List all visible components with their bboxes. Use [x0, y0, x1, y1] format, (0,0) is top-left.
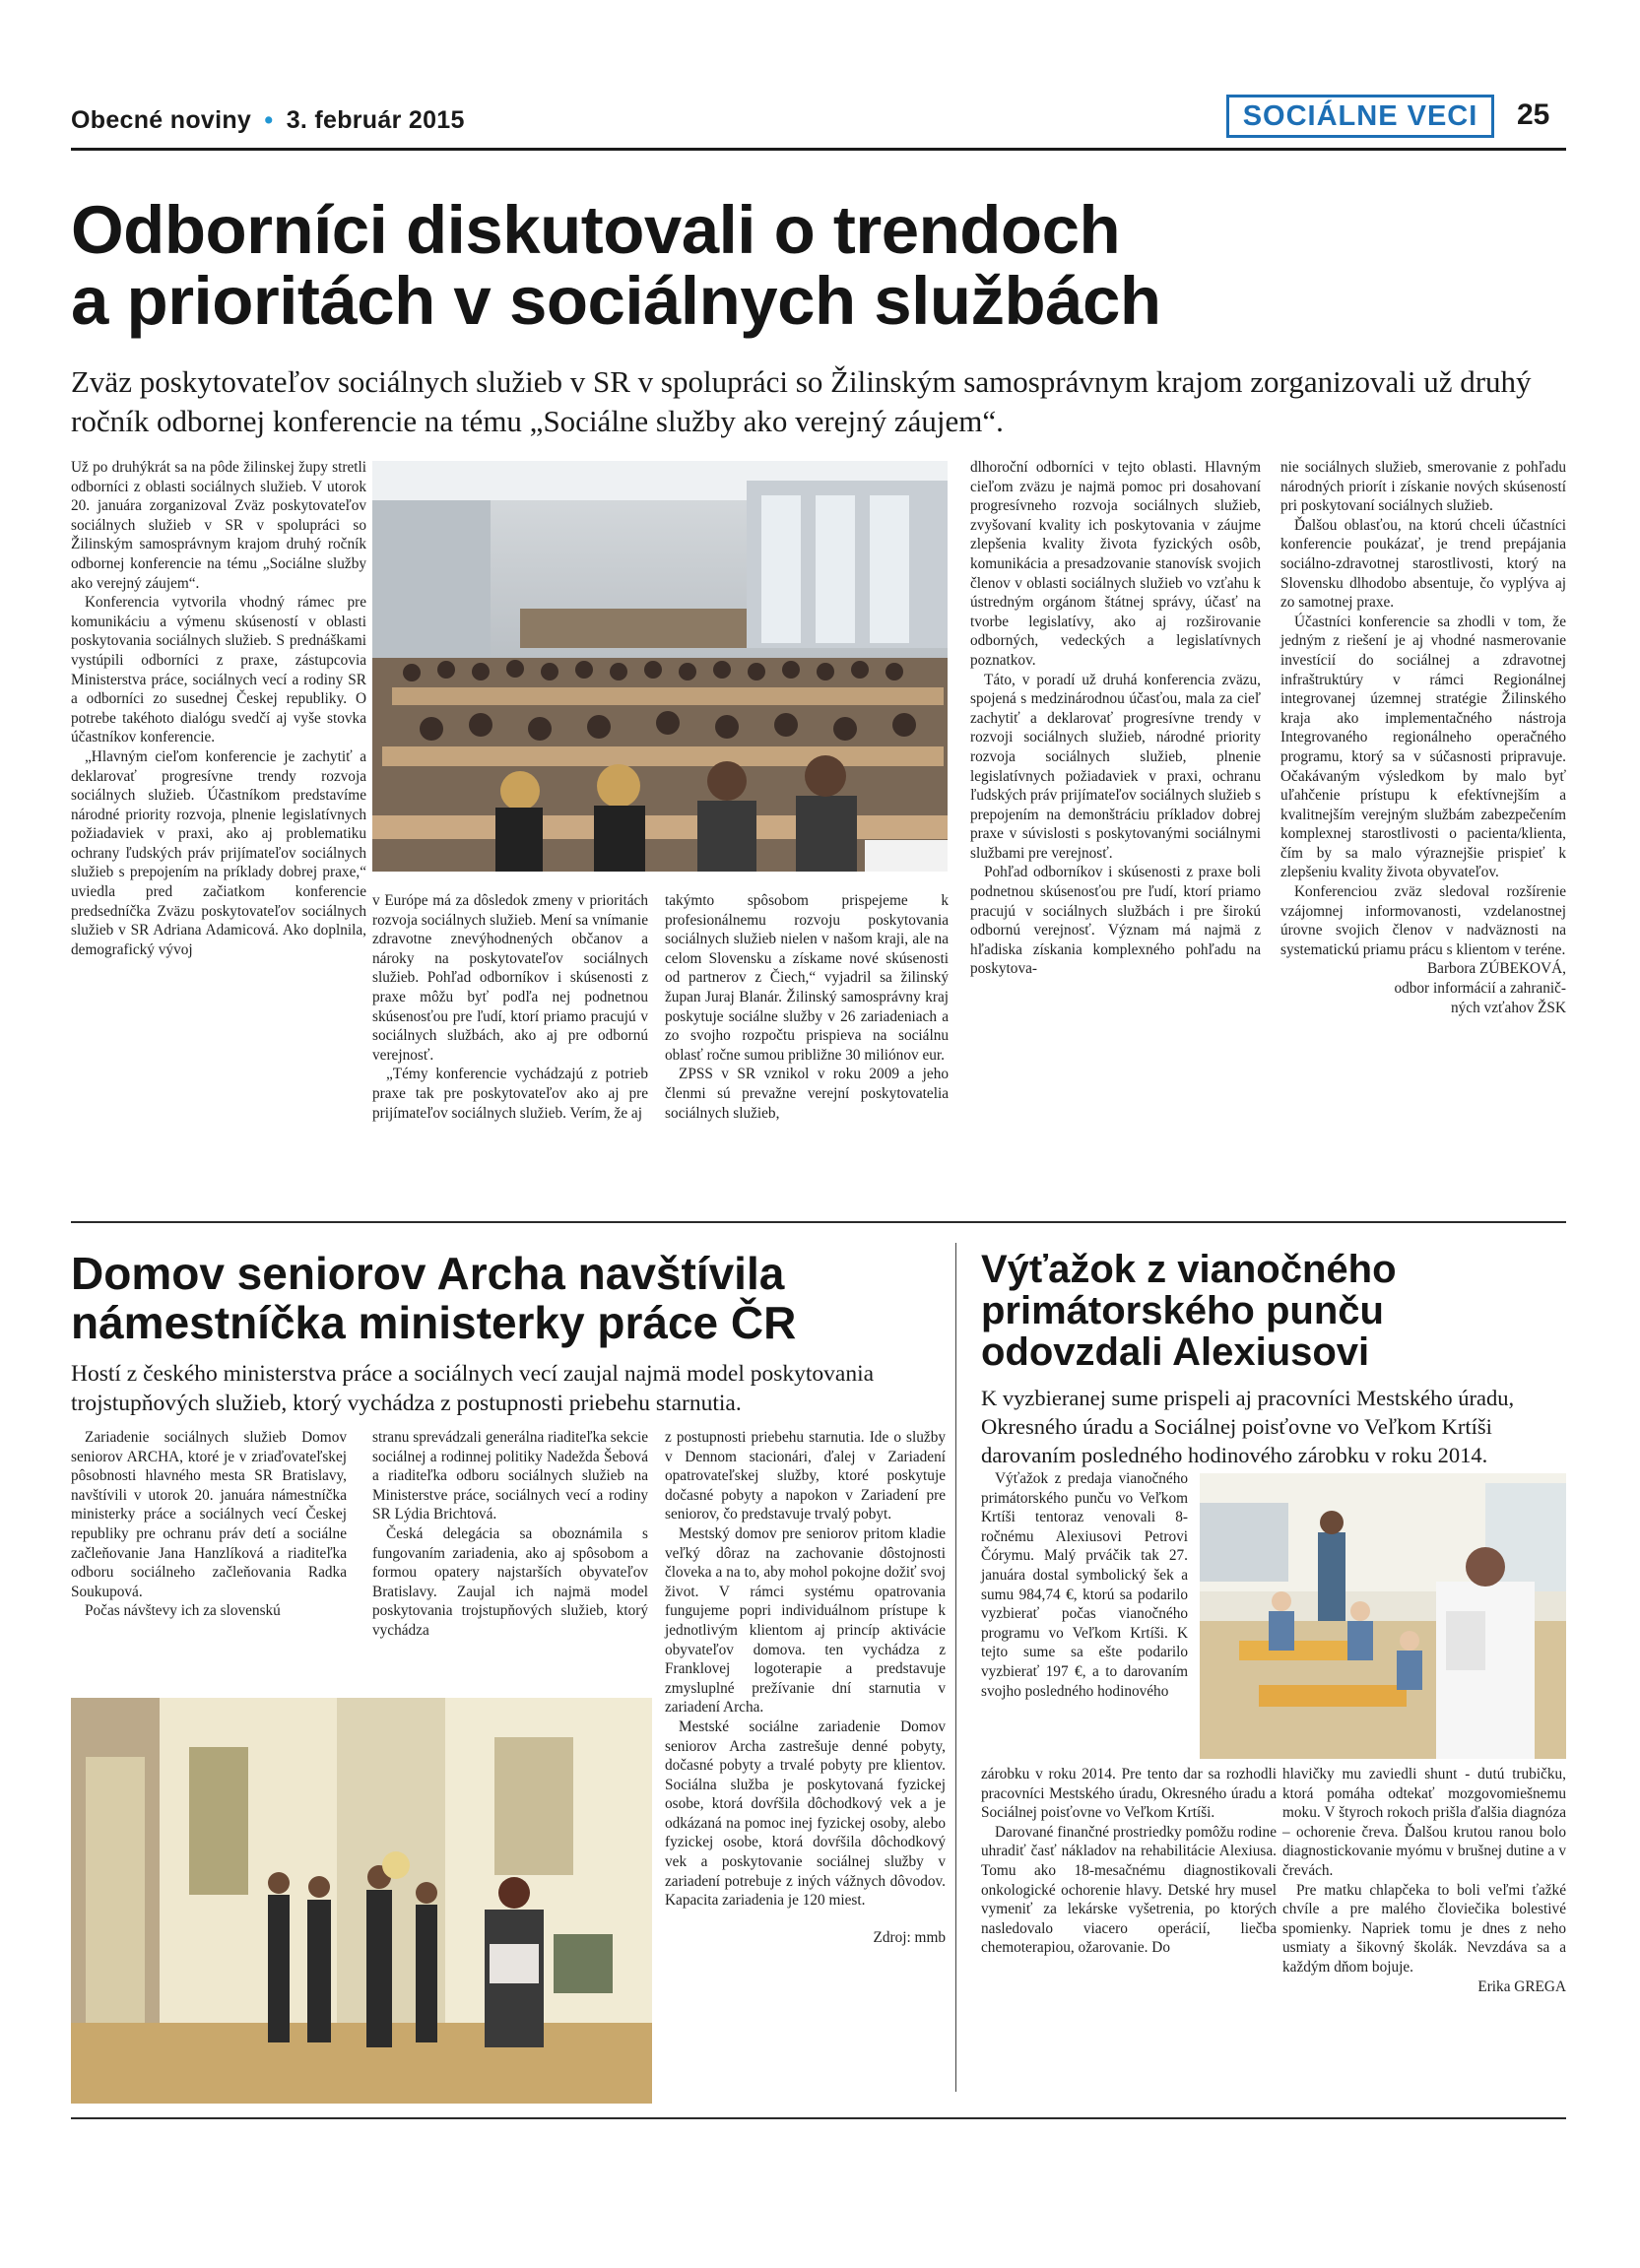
paragraph: Konferencia vytvorila vhodný rámec pre komunikáciu a výmenu skúseností v oblasti poskytovania sociálnych služieb. S prednáškami vystúpili odborníci z praxe, zástupcovia Ministerstva práce, sociálnych vecí a rodiny SR a odborníci zo susednej Českej republiky. O potrebe takéhoto dialógu svedčí aj vyše stovka účastníkov konferencie.	[71, 594, 366, 746]
header-rule	[71, 148, 1566, 151]
conference-hall-photo	[372, 461, 948, 872]
article3-headline-line2: primátorského punču	[981, 1289, 1384, 1332]
issue-date: 3. február 2015	[286, 106, 465, 134]
paragraph: z postupnosti priebehu starnutia. Ide o služby v Dennom stacionári, ďalej v Zariadení opatrovateľskej služby, ktoré poskytuje dočasné pobyty a napokon v Zariadení pre seniorov, čo predstavuje trvalý pobyt.	[665, 1429, 946, 1523]
article1-headline-line2: a prioritách v sociálnych službách	[71, 263, 1161, 339]
paragraph: Pre matku chlapčeka to boli veľmi ťažké chvíle a pre malého človiečika bolestivé spomienky. Napriek tomu je dnes z neho usmiaty a šikovný školák. Nevzdáva sa a každým dňom bojuje.	[1282, 1881, 1566, 1976]
paragraph: dlhoroční odborníci v tejto oblasti. Hlavným cieľom zväzu je najmä pomoc pri dosahovaní progresívneho rozvoja sociálnych služieb, zvyšovaní kvality ich poskytovania v záujme zlepšenia kvality života fyzických osôb, komunikácia a presadzovanie stanovísk svojich členov v oblasti sociálnych služieb vo vzťahu k ústredným orgánom štátnej správy, účasť na tvorbe legislatívy, ako aj rozširovanie odborných, vedeckých a legislatívnych poznatkov.	[970, 459, 1261, 669]
article2-headline-line2: námestníčka ministerky práce ČR	[71, 1297, 797, 1348]
article2-column-3	[665, 1428, 946, 1947]
author-name: Erika GREGA	[1477, 1977, 1566, 1995]
column-divider	[955, 1243, 956, 2092]
article1-headline-line1: Odborníci diskutovali o trendoch	[71, 192, 1121, 268]
article2-headline-line1: Domov seniorov Archa navštívila	[71, 1248, 785, 1299]
paragraph: takýmto spôsobom prispejeme k profesionálnemu rozvoju poskytovania sociálnych služieb nielen v našom kraji, ale na celom Slovensku a získame nové skúsenosti od partnerov z Čiech,“ vyjadril sa žilinský župan Juraj Blanár. Žilinský samosprávny kraj poskytuje sociálne služby v 26 zariadeniach a zo svojho rozpočtu prispieva na sociálnu oblasť ročne sumou približne 30 miliónov eur.	[665, 892, 949, 1064]
masthead-line	[71, 106, 465, 135]
article3-headline	[981, 1249, 1572, 1373]
paragraph: „Témy konferencie vychádzajú z potrieb praxe tak pre poskytovateľov ako aj pre prijímateľov sociálnych služieb. Verím, že aj	[372, 1066, 648, 1122]
article2-lead: Hostí z českého ministerstva práce a sociálnych vecí zaujal najmä model poskytovania trojstupňových služieb, ktorý vychádza z postupnosti priebehu starnutia.	[71, 1361, 875, 1416]
paragraph: „Hlavným cieľom konferencie je zachytiť a deklarovať progresívne trendy rozvoja sociálnych služieb. Účastníkom predstavíme národné priority rozvoja, plnenie legislatívnych požiadaviek v praxi, ako aj problematiku ochrany ľudských práv prijímateľov sociálnych služieb s prepojením na príklady dobrej praxe,“ uviedla pred začiatkom konferencie predsedníčka Zväzu poskytovateľov sociálnych služieb v SR Adriana Adamicová. Ako doplnila, demografický vývoj	[71, 747, 366, 958]
article2-column-1	[71, 1428, 347, 1621]
article1-column-2	[372, 891, 648, 1123]
paragraph: stranu sprevádzali generálna riaditeľka sekcie sociálnej a rodinnej politiky Nadežda Šebová a riaditeľka odboru sociálnych služieb na Ministerstve práce, sociálnych vecí a rodiny SR Lýdia Brichtová.	[372, 1429, 648, 1523]
paragraph: Zariadenie sociálnych služieb Domov seniorov ARCHA, ktoré je v zriaďovateľskej pôsobnosti hlavného mesta SR Bratislavy, navštívili v utorok 20. januára námestníčka ministerky práce a sociálnych vecí Českej republiky pre ochranu práv detí a sociálne začleňovanie Jana Hanzlíková a riaditeľka odboru sociálneho začleňovania Radka Soukupová.	[71, 1429, 347, 1600]
classroom-photo	[1200, 1473, 1566, 1759]
article1-column-5	[1280, 458, 1566, 1017]
paragraph: Darované finančné prostriedky pomôžu rodine uhradiť časť nákladov na rehabilitácie Alexiusa. Tomu ako 18-mesačnému diagnostikovali onkologické ochorenie hlavy. Detské hry musel vymeniť za lekárske vyšetrenia, po ktorých nasledovalo viacero operácií, liečba chemoterapiou, ožarovanie. Do	[981, 1823, 1277, 1957]
paragraph: Mestský domov pre seniorov pritom kladie veľký dôraz na zachovanie dôstojnosti človeka a na to, aby mohol pokojne dožiť svoj život. V rámci systému opatrovania fungujeme popri individuálnom prístupe k jednotlivým klientom aj princíp aktivácie obyvateľov domova. ten vychádza z Franklovej logoterapie a predstavuje zmysluplné prežívanie dní starnutia v zariadení Archa.	[665, 1524, 946, 1717]
article3-headline-line3: odovzdali Alexiusovi	[981, 1330, 1370, 1374]
section-divider	[71, 1221, 1566, 1223]
article1-column-3	[665, 891, 949, 1123]
paragraph: ZPSS v SR vznikol v roku 2009 a jeho členmi sú prevažne verejní poskytovatelia sociálnych služieb,	[665, 1066, 949, 1122]
footer-rule	[71, 2117, 1566, 2119]
paragraph: v Európe má za dôsledok zmeny v prioritách rozvoja sociálnych služieb. Mení sa vnímanie zdravotne znevýhodnených občanov a nároky na poskytovateľov sociálnych služieb. Pohľad odborníkov i skúsenosti z praxe môžu byť podľa nej podnetnou skúsenosťou pre ľudí, ktorí priamo pracujú v sociálnych službách, ako aj pre odbornú verejnosť.	[372, 892, 648, 1064]
paragraph: Výťažok z predaja vianočného primátorského punču vo Veľkom Krtíši tentoraz venovali 8-ročnému Alexiusovi Petrovi Čórymu. Malý prváčik tak 27. januára dostal symbolický šek a sumu 984,74 €, ktorú sa podarilo vyzbierať počas vianočného programu vo Veľkom Krtíši. K tejto sume sa ešte podarilo vyzbierať 197 €, a to darovaním svojho posledného hodinového	[981, 1470, 1188, 1700]
article2-headline	[71, 1249, 938, 1347]
article1-column-1	[71, 458, 366, 959]
article1-headline	[71, 192, 1548, 339]
article3-lead: K vyzbieranej sume prispeli aj pracovníci Mestského úradu, Okresného úradu a Sociálnej poisťovne vo Veľkom Krtíši darovaním posledného hodinového zárobku v roku 2014.	[981, 1386, 1515, 1467]
paragraph: Konferenciou zväz sledoval rozšírenie vzájomnej informovanosti, vzdelanostnej úrovne svojich členov v nadväznosti na systematickú priamu prácu s klientom v teréne.	[1280, 883, 1566, 958]
paragraph: Mestské sociálne zariadenie Domov seniorov Archa zastrešuje denné pobyty, dočasné pobyty a trvalé pobyty pre klientov. Sociálna služba je poskytovaná fyzickej osobe, ktorá dovŕšila dôchodkový vek a je odkázaná na pomoc inej fyzickej osoby, alebo fyzickej osobe, ktorá dovŕšila dôchodkový vek a poskytovanie sociálnej služby v zariadení potrebuje z iných vážnych dôvodov. Kapacita zariadenia je 120 miest.	[665, 1717, 946, 1910]
article3-column-2	[1282, 1765, 1566, 1996]
paragraph: nie sociálnych služieb, smerovanie z pohľadu národných priorít i získanie nových skúseností pri poskytovaní sociálnych služieb.	[1280, 459, 1566, 515]
author-name: Barbora ZÚBEKOVÁ,	[1426, 960, 1566, 978]
paragraph: Pohľad odborníkov i skúsenosti z praxe boli podnetnou skúsenosťou pre ľudí, ktorí priamo pracujú v sociálnych službách i pre širokú odbornú verejnosť. Význam má najmä z hľadiska získania komplexného pohľadu na poskytova-	[970, 864, 1261, 978]
paragraph: Účastníci konferencie sa zhodli v tom, že jedným z riešení je aj vhodné nasmerovanie investícií do sociálnej a zdravotnej infraštruktúry v rámci Regionálnej integrovanej územnej stratégie Žilinského kraja ako implementačného nástroja Integrovaného regionálneho operačného programu, ktorý sa v súčasnosti pripravuje. Očakávaným výsledkom by malo byť uľahčenie prístupu k efektívnejším a kvalitnejším verejným službám zabezpečením komplexnej starostlivosti o pacienta/klienta, čím by sa malo výraznejšie prispieť k zlepšeniu kvality života obyvateľov.	[1280, 613, 1566, 881]
paragraph: Počas návštevy ich za slovenskú	[85, 1602, 281, 1620]
paragraph: Ďalšou oblasťou, na ktorú chceli účastníci konferencie poukázať, je trend prepájania sociálno-zdravotnej starostlivosti, ktorý na Slovensku dlhodobo absentuje, čo vyplýva aj zo samotnej praxe.	[1280, 516, 1566, 612]
paper-name: Obecné noviny	[71, 106, 252, 134]
section-label: SOCIÁLNE VECI	[1226, 95, 1494, 138]
paragraph: Česká delegácia sa oboznámila s fungovaním zariadenia, ako aj spôsobom a formou opatery najstarších obyvateľov Bratislavy. Zaujal ich najmä model poskytovania trojstupňových služieb, ktorý vychádza	[372, 1524, 648, 1639]
article3-column-1-bottom	[981, 1765, 1277, 1958]
article3-headline-line1: Výťažok z vianočného	[981, 1248, 1397, 1291]
article2-column-2	[372, 1428, 648, 1641]
article1-lead: Zväz poskytovateľov sociálnych služieb v SR v spolupráci so Žilinským samosprávnym krajom zorganizovali už druhý ročník odbornej konferencie na tému „Sociálne služby ako verejný záujem“.	[71, 364, 1532, 438]
senior-home-visit-photo	[71, 1698, 652, 2104]
article3-column-1-top-text	[981, 1469, 1188, 1701]
page-number: 25	[1517, 98, 1550, 131]
bullet-separator: •	[264, 106, 274, 134]
paragraph: Už po druhýkrát sa na pôde žilinskej župy stretli odborníci z oblasti sociálnych služieb. V utorok 20. januára zorganizoval Zväz poskytovateľov sociálnych služieb v SR v spolupráci so Žilinským samosprávnym krajom druhý ročník odbornej konferencie na tému „Sociálne služby ako verejný záujem“.	[71, 459, 366, 592]
author-role: odbor informácií a zahranič-	[1394, 980, 1566, 998]
source-credit: Zdroj: mmb	[873, 1928, 946, 1946]
paragraph: zárobku v roku 2014. Pre tento dar sa rozhodli pracovníci Mestského úradu, Okresného úradu a Sociálnej poisťovne vo Veľkom Krtíši.	[981, 1766, 1277, 1822]
paragraph: hlavičky mu zaviedli shunt - dutú trubičku, ktorá pomáha odtekať mozgovomiešnemu moku. V štyroch rokoch prišla ďalšia diagnóza – ochorenie čreva. Ďalšou krutou ranou bolo diagnostickovanie myómu v brušnej dutine a v črevách.	[1282, 1766, 1566, 1879]
author-role: ných vzťahov ŽSK	[1451, 999, 1566, 1016]
paragraph: Táto, v poradí už druhá konferencia zväzu, spojená s medzinárodnou účasťou, mala za cieľ zachytiť a deklarovať progresívne trendy v rozvoji sociálnych služieb, národné priority rozvoja sociálnych služieb, plnenie legislatívnych požiadaviek v praxi, ochranu ľudských práv prijímateľov sociálnych služieb s prepojením na demonštráciu príkladov dobrej praxe v súvislosti s poskytovanými sociálnymi službami pre verejnosť.	[970, 671, 1261, 862]
article1-column-4	[970, 458, 1261, 979]
